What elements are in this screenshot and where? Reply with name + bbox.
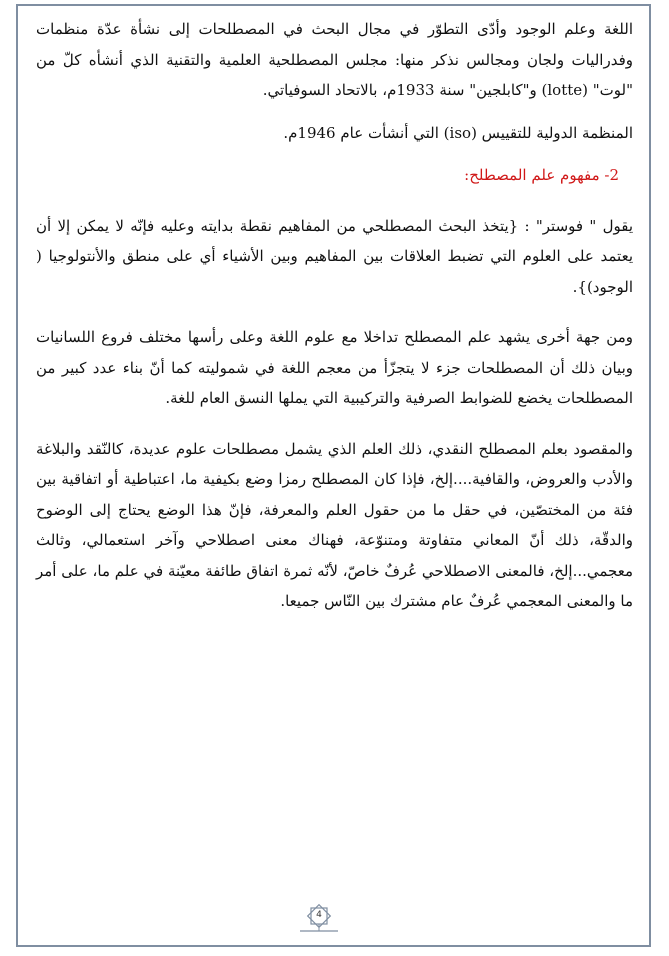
paragraph-1: اللغة وعلم الوجود وأدّى التطوّر في مجال البحث في المصطلحات إلى نشأة عدّة منظمات وفدراليات ولجان ومجالس نذكر منها: مجلس المصطلحية العلمية والتقنية الذي أنشأه كلّ من "لوت" (lotte) و"كابلجين" سنة 1933م، بالاتحاد السوفياتي. bbox=[36, 20, 633, 99]
section-heading: 2- مفهوم علم المصطلح: bbox=[464, 166, 619, 184]
page-number-ornament bbox=[300, 901, 338, 935]
paragraph-3: يقول " فوستر" : {يتخذ البحث المصطلحي من المفاهيم نقطة بدايته وعليه فإنّه لا يمكن إلا أن يعتمد على العلوم التي تضبط العلاقات بين المفاهيم وبين الأشياء أي على منطق والأنتولوجيا ( الوجود)}. bbox=[36, 216, 633, 296]
paragraph-2: المنظمة الدولية للتقييس (iso) التي أنشأت عام 1946م. bbox=[283, 123, 633, 142]
page-content bbox=[36, 14, 633, 874]
page-number: 4 bbox=[316, 910, 322, 920]
paragraph-4: ومن جهة أخرى يشهد علم المصطلح تداخلا مع علوم اللغة وعلى رأسها مختلف فروع اللسانيات وبيان ذلك أن المصطلحات جزء لا يتجزّأ من معجم اللغة في شموليته كما أنّ بناء عدد كبير من المصطلحات يخضع للضوابط الصرفية والتركيبية التي يملها النسق العام للغة. bbox=[36, 328, 633, 407]
paragraph-5: والمقصود بعلم المصطلح النقدي، ذلك العلم الذي يشمل مصطلحات علوم عديدة، كالنّقد والبلاغة والأدب والعروض، والقافية....إلخ، فإذا كان المصطلح رمزا وضع بكيفية ما، اعتباطية أو اتفاقية بين فئة من المختصّين، في حقل ما من حقول العلم والمعرفة، فإنّ هذا الوضع يحتاج إلى الوضوح والدقّة، ذلك أنّ المعاني متفاوتة ومتنوّعة، فهناك معنى اصطلاحي وآخر استعمالي، وثالث معجمي...إلخ، فالمعنى الاصطلاحي عُرفٌ خاصّ، لأنّه ثمرة اتفاق طائفة معيّنة في علم ما، على أمر ما والمعنى المعجمي عُرفٌ عام مشترك بين النّاس جميعا. bbox=[36, 439, 633, 610]
